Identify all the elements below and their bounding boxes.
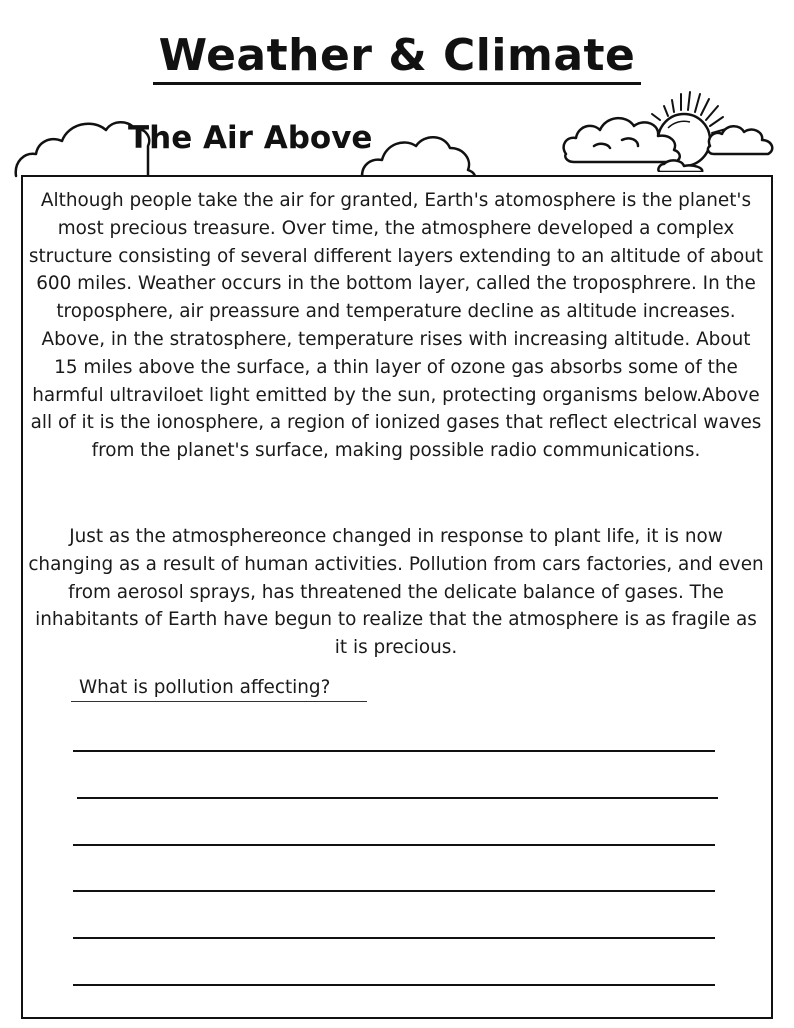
passage-paragraph-2: Just as the atmosphereonce changed in response to plant life, it is now changing as a result of human activities. Pollution from cars factories, and even from aerosol sprays, has threatened the delicate balance of gases. The inhabitants of Earth have begun to realize that the atmosphere is as fragile as it is precious. [28,526,764,659]
answer-line[interactable] [73,937,715,939]
page-title: Weather & Climate [158,30,636,81]
section-title: The Air Above [128,120,373,156]
title-underline [153,82,641,85]
question-underline [71,701,367,702]
sun-behind-clouds-icon [560,84,780,172]
answer-line[interactable] [73,750,715,752]
answer-line[interactable] [73,984,715,986]
answer-line[interactable] [73,844,715,846]
answer-line[interactable] [73,890,715,892]
passage-paragraph-1: Although people take the air for granted, Earth's atomosphere is the planet's most precious treasure. Over time, the atmosphere developed a complex structure consisting of several different layers extending to an altitude of about 600 miles. Weather occurs in the bottom layer, called the troposphrere. In the troposphere, air preassure and temperature decline as altitude increases. Above, in the stratosphere, temperature rises with increasing altitude. About 15 miles above the surface, a thin layer of ozone gas absorbs some of the harmful ultraviloet light emitted by the sun, protecting organisms below.Above all of it is the ionosphere, a region of ionized gases that reflect electrical waves from the planet's surface, making possible radio communications. [28,190,764,462]
answer-line[interactable] [77,797,718,799]
question-prompt: What is pollution affecting? [79,677,331,698]
